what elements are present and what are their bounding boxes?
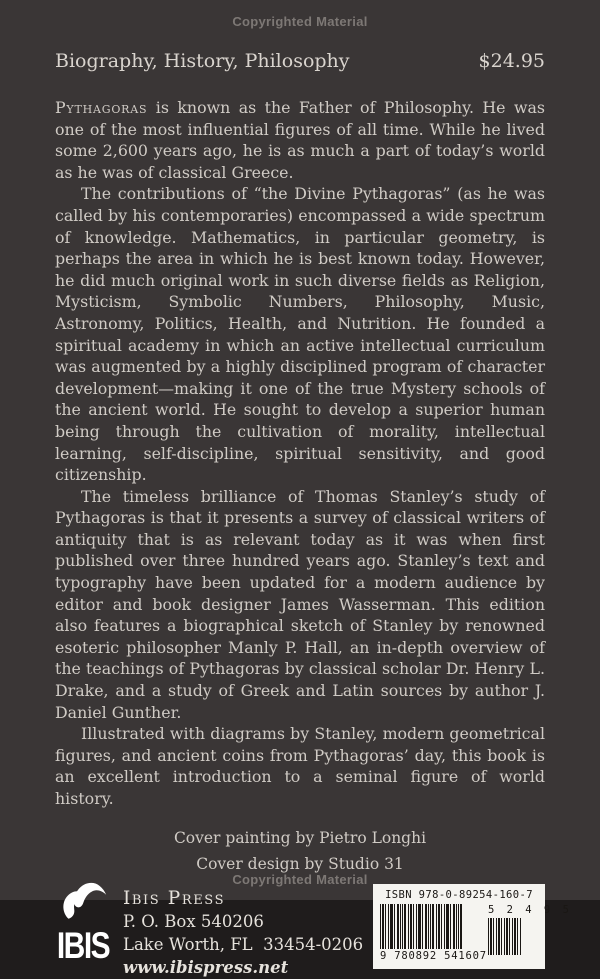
publisher-city: Lake Worth, FL 33454-0206 — [123, 934, 364, 954]
body-paragraph: The contributions of “the Divine Pythagoras” (as he was called by his contemporaries) encompassed a wide spectrum of knowledge. Mathematics, in particular geometry, is perhaps the area in which he is best known today. However, he did much original work in such diverse fields as Religion, Mysticism, Symbolic Numbers, Philosophy, Music, Astronomy, Politics, Health, and Nutrition. He founded a spiritual academy in which an active intellectual curriculum was augmented by a highly disciplined program of character development—making it one of the true Mystery schools of the ancient world. He sought to develop a superior human being through the cultivation of morality, intellectual learning, self-discipline, spiritual sensitivity, and good citizenship. — [55, 184, 545, 485]
barcode — [373, 884, 572, 969]
category-price-row — [55, 50, 545, 72]
ibis-wordmark: IBIS — [56, 925, 110, 967]
category-list: Biography, History, Philosophy — [55, 50, 350, 72]
price-addon-barcode — [488, 903, 572, 962]
addon-bars — [488, 918, 538, 955]
ibis-logo — [55, 877, 111, 967]
ean-bars — [380, 904, 482, 949]
body-paragraph: Illustrated with diagrams by Stanley, modern geometrical figures, and ancient coins from Pythagoras’ day, this book is an excellent introduction to a seminal figure of world history. — [55, 724, 545, 808]
paragraph-text: is known as the Father of Philosophy. He was one of the most influential figures of all time. While he lived some 2,600 years ago, he is as much a part of today’s world as he was of classical Greece. — [55, 98, 545, 182]
back-cover-copy — [55, 97, 545, 810]
body-paragraph: The timeless brilliance of Thomas Stanley’s study of Pythagoras is that it presents a survey of classical writers of antiquity that is as relevant today as it was when first published over three hundred years ago. Stanley’s text and typography have been updated for a modern audience by editor and book designer James Wasserman. This edition also features a biographical sketch of Stanley by renowned esoteric philosopher Manly P. Hall, an in-depth overview of the teachings of Pythagoras by classical scholar Dr. Henry L. Drake, and a study of Greek and Latin sources by author J. Daniel Gunther. — [55, 486, 545, 722]
publisher-website: www.ibispress.net — [123, 957, 289, 977]
cover-design-credit: Cover design by Studio 31 — [196, 854, 404, 873]
credits-block — [55, 825, 545, 877]
cover-painting-credit: Cover painting by Pietro Longhi — [173, 828, 427, 847]
copyright-watermark-bottom: Copyrighted Material — [232, 872, 368, 887]
barcode-bars-row — [380, 903, 572, 962]
ean-digits: 9 780892 541607 — [380, 949, 487, 962]
publisher-name: Ibis Press — [123, 887, 226, 909]
publisher-block — [55, 877, 363, 979]
addon-digits: 5 2 4 9 5 — [488, 903, 572, 916]
publisher-address — [123, 877, 363, 979]
publisher-pobox: P. O. Box 540206 — [123, 911, 264, 931]
price-label: $24.95 — [478, 50, 545, 72]
lead-word: Pythagoras — [55, 98, 148, 117]
body-paragraph — [55, 97, 545, 183]
publisher-barcode-row — [55, 877, 572, 979]
copyright-watermark-top: Copyrighted Material — [232, 14, 368, 29]
ean-barcode — [380, 904, 487, 962]
isbn-text: ISBN 978-0-89254-160-7 — [385, 888, 533, 901]
